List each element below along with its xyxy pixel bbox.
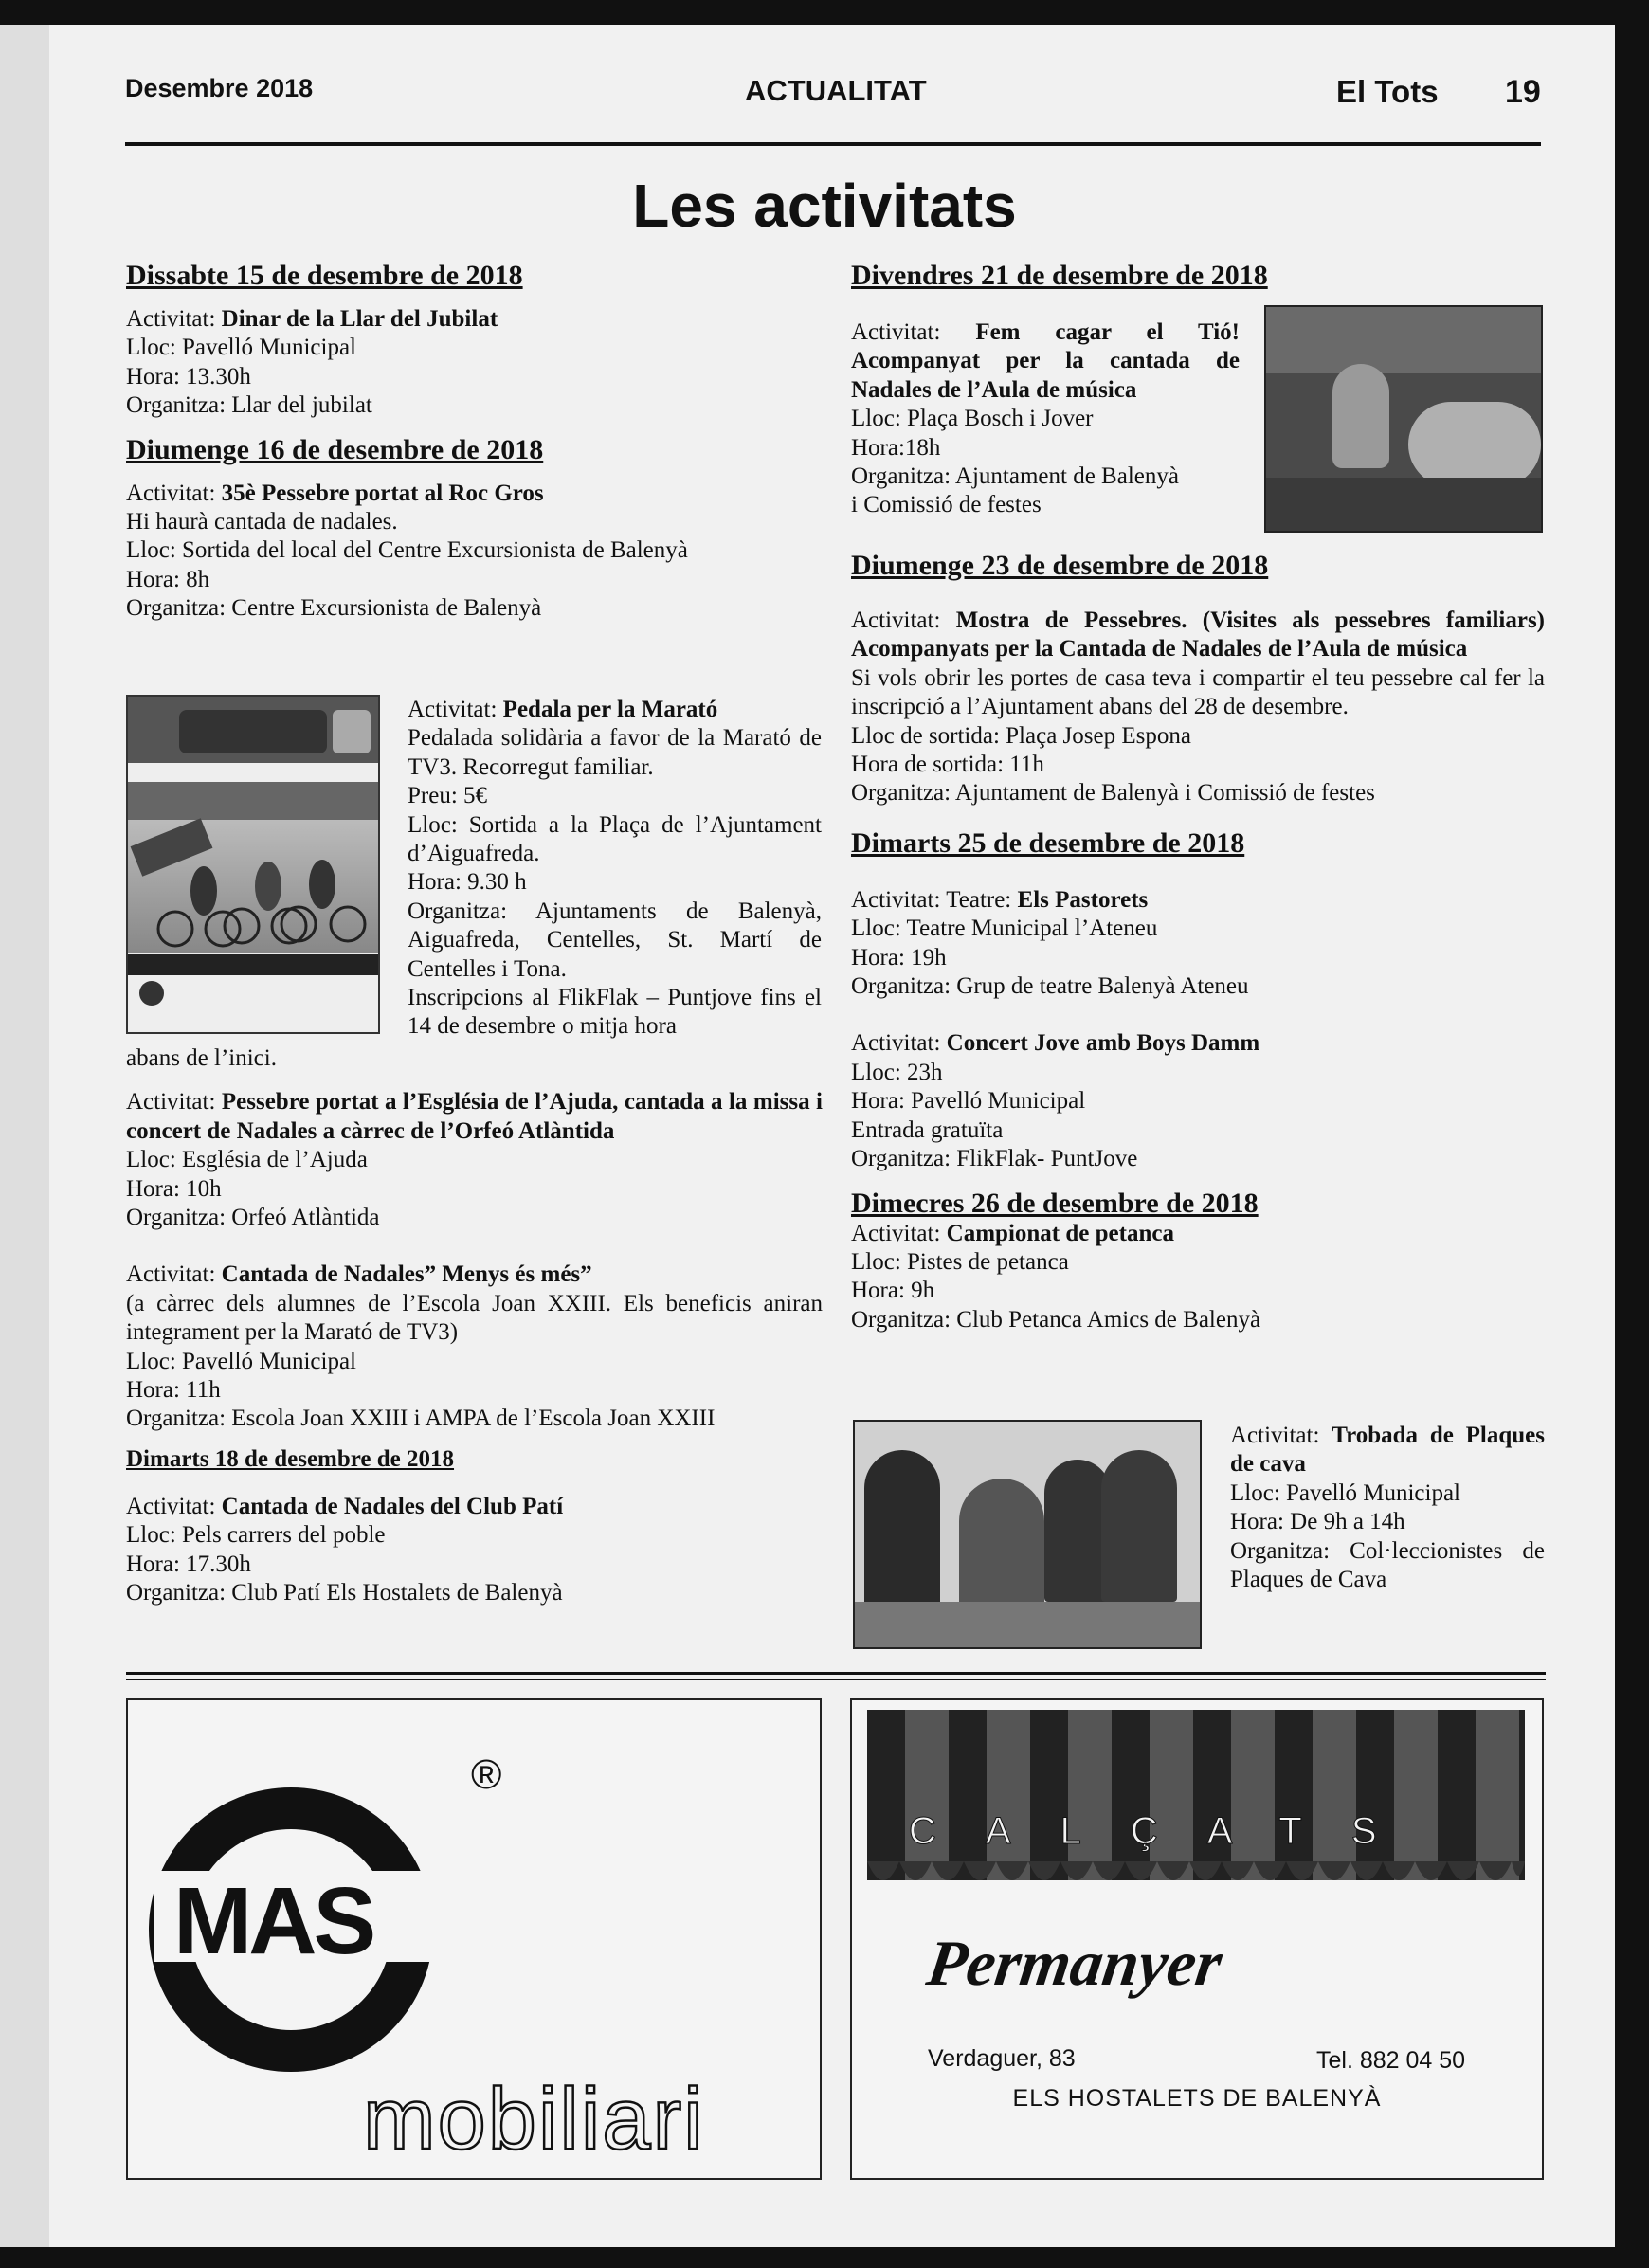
awning <box>867 1710 1525 1880</box>
ad-separator <box>126 1672 1546 1675</box>
registered-mark: ® <box>471 1751 502 1798</box>
date-heading: Dimarts 18 de desembre de 2018 <box>126 1445 455 1472</box>
mas-mobiliari-ad <box>126 1698 822 2180</box>
activity-line: Activitat: Pessebre portat a l’Església de l’Ajuda, cantada a la missa i concert de Nadales a càrrec de l’Orfeó Atlàntida <box>126 1089 824 1144</box>
date-heading: Diumenge 16 de desembre de 2018 <box>126 433 544 465</box>
ad-phone: Tel. 882 04 50 <box>1316 2047 1466 2074</box>
activity-line: Activitat: Mostra de Pessebres. (Visites als pessebres familiars) Acompanyats per la Cantada de Nadales de l’Aula de música <box>851 608 1545 662</box>
date-heading: Diumenge 23 de desembre de 2018 <box>851 550 1269 581</box>
place-line: Lloc: Pavelló Municipal <box>126 335 357 361</box>
time-line: Hora: 13.30h <box>126 363 251 390</box>
activity-line: Activitat: 35è Pessebre portat al Roc Gros <box>126 480 544 506</box>
poster-subtitle <box>128 782 378 820</box>
awning-text: CALÇATS <box>909 1810 1426 1852</box>
time-line: Hora: 17.30h <box>126 1551 251 1577</box>
right-column-mid <box>851 550 1545 1334</box>
cyclists-illustration <box>128 839 378 953</box>
mas-brand: MAS <box>173 1868 373 1974</box>
cava-photo <box>853 1420 1202 1649</box>
awning-scallop <box>867 1861 1525 1899</box>
ad-separator-thin <box>126 1679 1546 1680</box>
tio-photo <box>1264 305 1543 533</box>
left-column-bottom <box>126 1044 823 1608</box>
activity-line: Activitat: Dinar de la Llar del Jubilat <box>126 306 498 332</box>
activity-line: Activitat: Cantada de Nadales del Club Patí <box>126 1493 564 1519</box>
header-publication: El Tots <box>1336 74 1439 109</box>
activity-line: Activitat: Concert Jove amb Boys Damm <box>851 1030 1260 1057</box>
time-line: Hora: 10h <box>126 1175 222 1202</box>
organizer-line: Organitza: FlikFlak- PuntJove <box>851 1146 1138 1172</box>
time-line: Hora de sortida: 11h <box>851 752 1044 778</box>
ad-address: Verdaguer, 83 <box>928 2045 1076 2072</box>
header-rule <box>125 142 1541 146</box>
pedala-end: abans de l’inici. <box>126 1045 277 1071</box>
organizer-line: Organitza: Club Petanca Amics de Balenyà <box>851 1306 1261 1333</box>
date-heading: Dissabte 15 de desembre de 2018 <box>126 260 523 291</box>
header-date: Desembre 2018 <box>125 74 314 102</box>
organizer-line: Organitza: Centre Excursionista de Balenyà <box>126 595 542 622</box>
place-line: Lloc: Pels carrers del poble <box>126 1522 386 1549</box>
header-section: ACTUALITAT <box>745 74 927 107</box>
organizer-line: Organitza: Llar del jubilat <box>126 392 372 419</box>
date-heading: Dimarts 25 de desembre de 2018 <box>851 826 1245 859</box>
organizer-line: Organitza: Ajuntament de Balenyà i Comissió de festes <box>851 780 1375 807</box>
tv3-logo <box>333 710 371 753</box>
organizer-line: Organitza: Orfeó Atlàntida <box>126 1205 380 1231</box>
activity-line: Activitat: Cantada de Nadales” Menys és més” <box>126 1261 592 1288</box>
organizer-line: Organitza: Grup de teatre Balenyà Ateneu <box>851 973 1249 1000</box>
note-line: Si vols obrir les portes de casa teva i compartir el teu pessebre cal fer la inscripció a l’Ajuntament abans del 28 de desembre. <box>851 664 1545 720</box>
ad-town: ELS HOSTALETS DE BALENYÀ <box>1012 2085 1382 2112</box>
page-title: Les activitats <box>632 172 1017 240</box>
place-line: Lloc: Església de l’Ajuda <box>126 1147 368 1173</box>
note-line: (a càrrec dels alumnes de l’Escola Joan XXIII. Els beneficis aniran integrament per la Marató de TV3) <box>126 1290 823 1346</box>
note-line: Entrada gratuïta <box>851 1116 1004 1143</box>
place-line: Lloc: Pistes de petanca <box>851 1248 1069 1275</box>
time-line: Hora: Pavelló Municipal <box>851 1088 1086 1115</box>
mas-sub: mobiliari <box>363 2071 705 2168</box>
marato-poster <box>126 695 380 1034</box>
organizer-line: Organitza: Club Patí Els Hostalets de Balenyà <box>126 1580 563 1606</box>
permanyer-name: Permanyer <box>922 1927 1227 1999</box>
place-line: Lloc de sortida: Plaça Josep Espona <box>851 722 1191 749</box>
activity-line: Activitat: Teatre: Els Pastorets <box>851 886 1149 913</box>
activity-line: Activitat: Campionat de petanca <box>851 1220 1174 1246</box>
calcats-permanyer-ad <box>850 1698 1544 2180</box>
place-line: Lloc: Teatre Municipal l’Ateneu <box>851 916 1158 942</box>
right-column-top <box>851 260 1545 305</box>
time-line: Hora: 8h <box>126 566 210 592</box>
time-line: Hora: 9h <box>851 1278 935 1304</box>
note-line: Hi haurà cantada de nadales. <box>126 509 398 535</box>
page-gutter <box>0 25 49 2247</box>
cava-block: Activitat: Trobada de Plaques de cava Lloc: Pavelló Municipal Hora: De 9h a 14h Organitza: Col·leccionistes de Plaques de Cava <box>1230 1423 1546 1593</box>
time-line: Hora: 19h <box>851 944 947 971</box>
date-heading: Dimecres 26 de desembre de 2018 <box>851 1187 1259 1219</box>
organizer-line: Organitza: Escola Joan XXIII i AMPA de l’Escola Joan XXIII <box>126 1406 716 1432</box>
pedala-block: Activitat: Pedala per la Marató Pedalada solidària a favor de la Marató de TV3. Recorregut familiar. Preu: 5€ Lloc: Sortida a la Plaça de l’Ajuntament d’Aiguafreda. Hora: 9.30 h Organitza: Ajuntaments de Balenyà, Aiguafreda, Centelles, St. Martí de Centelles i Tona. Inscripcions al FlikFlak – Puntjove fins el 14 de desembre o mitja hora <box>408 697 822 1040</box>
place-line: Lloc: Pavelló Municipal <box>126 1348 357 1374</box>
place-line: Lloc: 23h <box>851 1059 943 1085</box>
date-heading: Divendres 21 de desembre de 2018 <box>851 260 1268 291</box>
page-number: 19 <box>1505 74 1541 110</box>
place-line: Lloc: Sortida del local del Centre Excursionista de Balenyà <box>126 537 688 564</box>
time-line: Hora: 11h <box>126 1377 221 1404</box>
tio-block: Activitat: Fem cagar el Tió! Acompanyat per la cantada de Nadales de l’Aula de música Lloc: Plaça Bosch i Jover Hora:18h Organitza: Ajuntament de Balenyà i Comissió de festes <box>851 319 1240 518</box>
left-column-top <box>126 260 823 624</box>
